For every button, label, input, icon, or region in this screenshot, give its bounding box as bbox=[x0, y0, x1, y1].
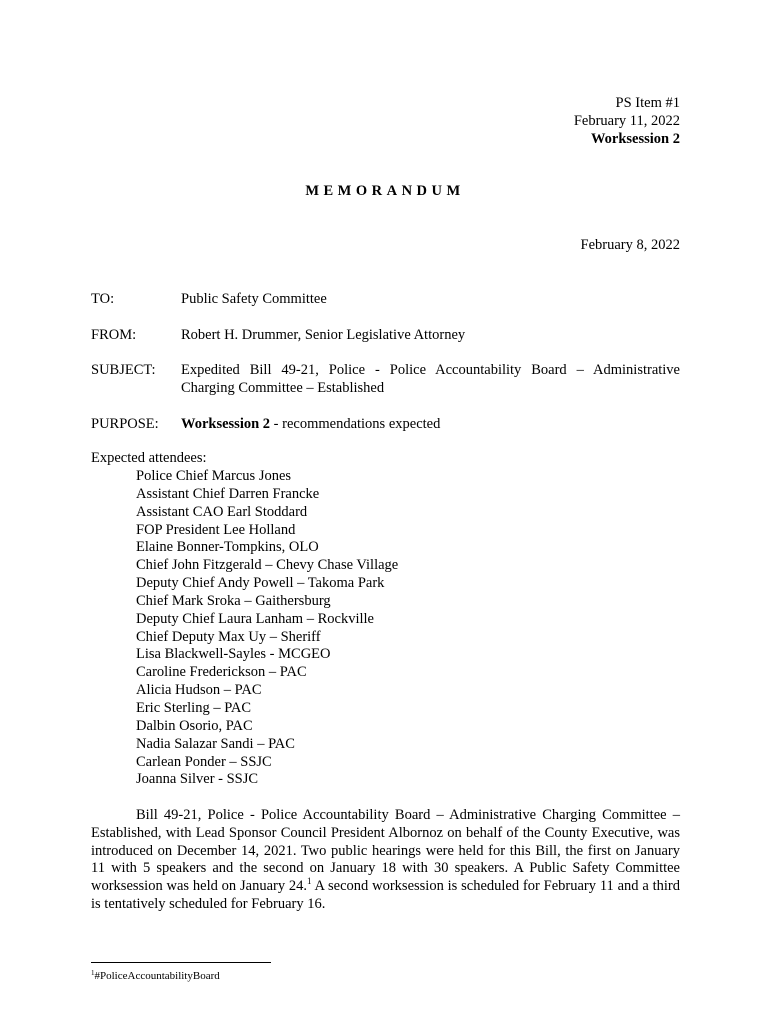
body-text-part2: A second worksession is scheduled for February 11 and a third is tentatively scheduled for February 16. bbox=[91, 878, 680, 912]
body-paragraph bbox=[91, 807, 680, 914]
from-value: Robert H. Drummer, Senior Legislative Attorney bbox=[181, 327, 466, 343]
body-text-part1: Bill 49-21, Police - Police Accountability Board – Administrative Charging Committee – Established, with Lead Sponsor Council President Albornoz on behalf of the County Executive, was introduced on December 14, 2021. Two public hearings were held for this Bill, the first on January 11 with 5 speakers and the second on January 18 with 30 speakers. A Public Safety Committee worksession was held on January 24. bbox=[91, 807, 680, 895]
attendee: Dalbin Osorio, PAC bbox=[136, 717, 253, 734]
attendee: Nadia Salazar Sandi – PAC bbox=[136, 735, 295, 752]
attendee: Police Chief Marcus Jones bbox=[136, 468, 292, 484]
to-value: Public Safety Committee bbox=[181, 291, 327, 307]
attendee: Chief John Fitzgerald – Chevy Chase Village bbox=[136, 557, 399, 574]
footnote bbox=[91, 969, 220, 983]
attendees-label: Expected attendees: bbox=[91, 450, 207, 466]
attendee: FOP President Lee Holland bbox=[136, 521, 296, 538]
attendee: Carlean Ponder – SSJC bbox=[136, 753, 272, 770]
from-label: FROM: bbox=[91, 327, 137, 343]
purpose-label: PURPOSE: bbox=[91, 416, 159, 432]
footnote-text: #PoliceAccountabilityBoard bbox=[94, 970, 220, 982]
attendee: Deputy Chief Andy Powell – Takoma Park bbox=[136, 575, 385, 592]
subject-value: Expedited Bill 49-21, Police - Police Accountability Board – Administrative Charging Committee – Established bbox=[181, 362, 680, 396]
attendee: Alicia Hudson – PAC bbox=[136, 682, 262, 699]
item-number: PS Item #1 bbox=[615, 95, 680, 111]
attendee: Joanna Silver - SSJC bbox=[136, 771, 259, 788]
header-block bbox=[574, 94, 680, 148]
footnote-reference[interactable]: 1 bbox=[307, 876, 312, 887]
attendee: Chief Mark Sroka – Gaithersburg bbox=[136, 592, 331, 609]
to-label: TO: bbox=[91, 291, 115, 307]
footnote-mark: 1 bbox=[91, 969, 95, 977]
meeting-date: February 11, 2022 bbox=[573, 113, 680, 129]
purpose-value bbox=[181, 416, 680, 434]
attendee: Eric Sterling – PAC bbox=[136, 699, 252, 716]
attendee: Deputy Chief Laura Lanham – Rockville bbox=[136, 610, 374, 627]
attendee: Assistant Chief Darren Francke bbox=[136, 485, 320, 502]
purpose-text: - recommendations expected bbox=[270, 416, 441, 432]
attendee: Lisa Blackwell-Sayles - MCGEO bbox=[136, 646, 331, 663]
memo-date: February 8, 2022 bbox=[580, 237, 680, 253]
attendee: Elaine Bonner-Tompkins, OLO bbox=[136, 539, 319, 556]
attendee: Assistant CAO Earl Stoddard bbox=[136, 503, 308, 520]
attendee: Chief Deputy Max Uy – Sheriff bbox=[136, 628, 321, 645]
session-label: Worksession 2 bbox=[590, 131, 680, 147]
attendee-list bbox=[136, 468, 398, 789]
memo-title: MEMORANDUM bbox=[305, 183, 465, 199]
subject-label: SUBJECT: bbox=[91, 362, 156, 378]
attendee: Caroline Frederickson – PAC bbox=[136, 664, 307, 681]
purpose-session: Worksession 2 bbox=[181, 416, 271, 432]
footnote-divider bbox=[91, 962, 271, 963]
